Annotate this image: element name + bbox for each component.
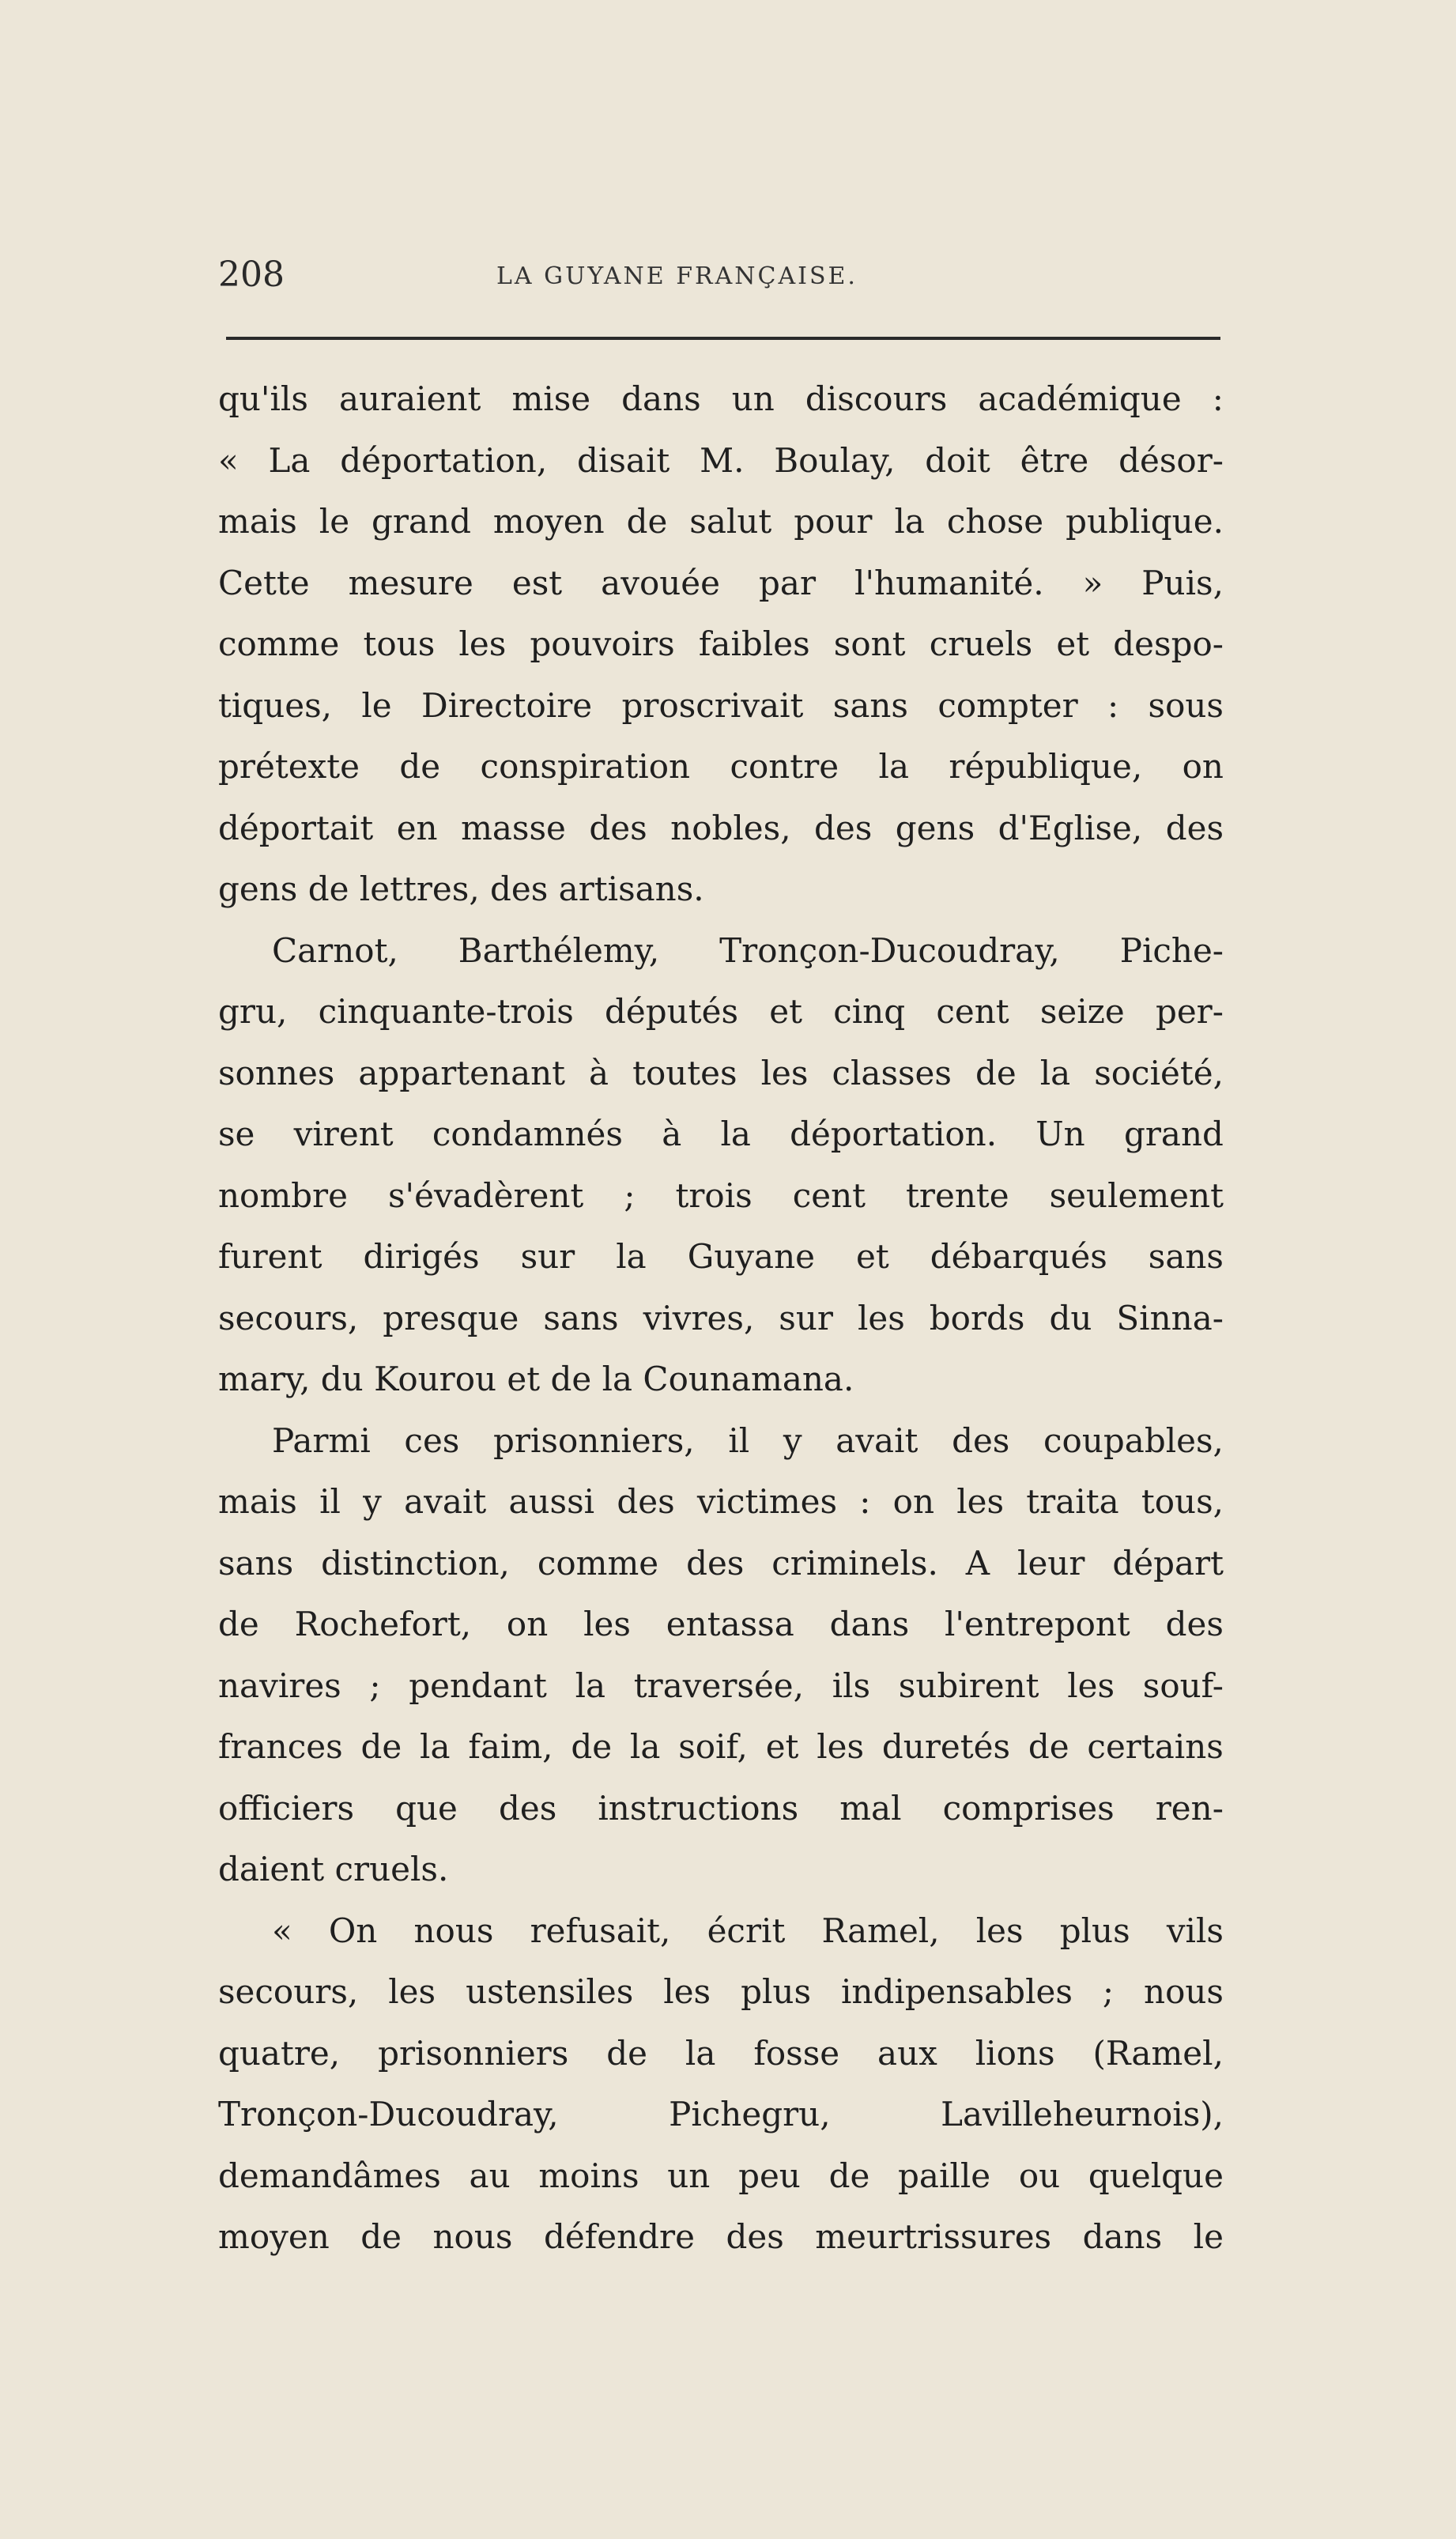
header-rule — [226, 337, 1220, 340]
text-line: mais il y avait aussi des victimes : on les traita tous, — [218, 1482, 1224, 1521]
text-line: navires ; pendant la traversée, ils subirent les souf- — [218, 1666, 1224, 1705]
text-line: sans distinction, comme des criminels. A leur départ — [218, 1543, 1224, 1583]
text-line: daient cruels. — [218, 1850, 449, 1888]
text-line: secours, presque sans vivres, sur les bords du Sinna- — [218, 1298, 1224, 1337]
body-text — [218, 368, 1224, 2268]
text-line: demandâmes au moins un peu de paille ou quelque — [218, 2156, 1224, 2195]
text-line: nombre s'évadèrent ; trois cent trente seulement — [218, 1175, 1224, 1215]
text-line: mary, du Kourou et de la Counamana. — [218, 1360, 854, 1398]
text-line: Carnot, Barthélemy, Tronçon-Ducoudray, Piche- — [272, 930, 1224, 970]
page-number: 208 — [218, 255, 285, 295]
text-line: tiques, le Directoire proscrivait sans compter : sous — [218, 685, 1224, 725]
text-line: se virent condamnés à la déportation. Un grand — [218, 1115, 1224, 1153]
text-line: frances de la faim, de la soif, et les duretés de certains — [218, 1727, 1224, 1766]
text-line: secours, les ustensiles les plus indipensables ; nous — [218, 1972, 1224, 2011]
running-title: LA GUYANE FRANÇAISE. — [496, 262, 858, 290]
text-line: sonnes appartenant à toutes les classes de la société, — [218, 1053, 1224, 1092]
text-line: moyen de nous défendre des meurtrissures dans le — [218, 2217, 1224, 2256]
text-line: Parmi ces prisonniers, il y avait des coupables, — [272, 1420, 1224, 1460]
text-line: officiers que des instructions mal comprises ren- — [218, 1788, 1224, 1828]
text-line: mais le grand moyen de salut pour la chose publique. — [218, 502, 1224, 541]
text-line: gens de lettres, des artisans. — [218, 870, 704, 908]
page-header — [218, 251, 1224, 299]
text-line: gru, cinquante-trois députés et cinq cent seize per- — [218, 992, 1224, 1031]
text-line: déportait en masse des nobles, des gens d'Eglise, des — [218, 808, 1224, 847]
text-line: Tronçon-Ducoudray, Pichegru, Lavilleheurnois), — [218, 2095, 1224, 2133]
text-line: quatre, prisonniers de la fosse aux lions (Ramel, — [218, 2033, 1224, 2073]
text-line: « On nous refusait, écrit Ramel, les plus vils — [272, 1911, 1224, 1950]
text-line: de Rochefort, on les entassa dans l'entrepont des — [218, 1605, 1224, 1643]
text-line: comme tous les pouvoirs faibles sont cruels et despo- — [218, 624, 1224, 663]
text-line: qu'ils auraient mise dans un discours académique : — [218, 379, 1224, 418]
text-line: prétexte de conspiration contre la république, on — [218, 747, 1224, 786]
text-line: furent dirigés sur la Guyane et débarqués sans — [218, 1237, 1224, 1276]
text-line: Cette mesure est avouée par l'humanité. » Puis, — [218, 563, 1224, 602]
text-line: « La déportation, disait M. Boulay, doit être désor- — [218, 440, 1224, 480]
